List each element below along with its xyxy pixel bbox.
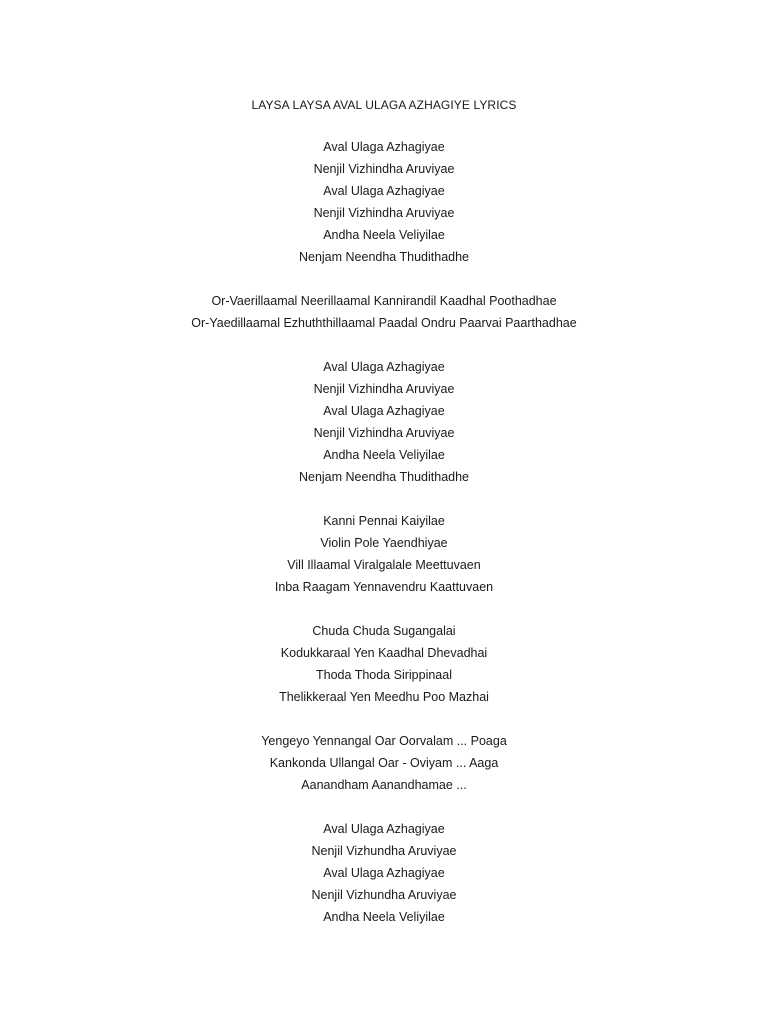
lyric-line: Nenjam Neendha Thudithadhe [298, 470, 470, 484]
lyric-line: Aanandham Aanandhamae ... [301, 778, 467, 792]
lyric-line: Aval Ulaga Azhagiyae [323, 404, 445, 418]
lyrics-stanza [0, 510, 768, 598]
lyric-line: Thoda Thoda Sirippinaal [316, 668, 452, 682]
lyric-line: Nenjil Vizhindha Aruviyae [313, 382, 455, 396]
lyric-line: Chuda Chuda Sugangalai [312, 624, 456, 638]
lyrics-stanza [0, 290, 768, 334]
lyric-line: Violin Pole Yaendhiyae [320, 536, 448, 550]
lyric-line: Aval Ulaga Azhagiyae [323, 140, 445, 154]
lyric-line: Or-Vaerillaamal Neerillaamal Kannirandil Kaadhal Poothadhae [211, 294, 557, 308]
lyric-line: Aval Ulaga Azhagiyae [323, 184, 445, 198]
lyric-line: Nenjil Vizhindha Aruviyae [313, 162, 455, 176]
lyric-line: Kankonda Ullangal Oar - Oviyam ... Aaga [269, 756, 499, 770]
lyric-line: Vill Illaamal Viralgalale Meettuvaen [287, 558, 481, 572]
lyric-line: Nenjam Neendha Thudithadhe [298, 250, 470, 264]
lyric-line: Aval Ulaga Azhagiyae [323, 360, 445, 374]
lyric-line: Nenjil Vizhundha Aruviyae [311, 844, 457, 858]
lyrics-stanza [0, 356, 768, 488]
lyric-line: Yengeyo Yennangal Oar Oorvalam ... Poaga [261, 734, 507, 748]
lyric-line: Inba Raagam Yennavendru Kaattuvaen [274, 580, 494, 594]
lyric-line: Nenjil Vizhindha Aruviyae [313, 206, 455, 220]
lyrics-stanza [0, 620, 768, 708]
lyric-line: Nenjil Vizhindha Aruviyae [313, 426, 455, 440]
lyric-line: Kanni Pennai Kaiyilae [323, 514, 445, 528]
lyric-line: Aval Ulaga Azhagiyae [323, 822, 445, 836]
lyric-line: Thelikkeraal Yen Meedhu Poo Mazhai [279, 690, 489, 704]
lyrics-body [0, 136, 768, 950]
lyric-line: Nenjil Vizhundha Aruviyae [311, 888, 457, 902]
lyric-line: Aval Ulaga Azhagiyae [323, 866, 445, 880]
lyrics-stanza [0, 818, 768, 928]
lyric-line: Andha Neela Veliyilae [323, 228, 445, 242]
lyrics-stanza [0, 136, 768, 268]
lyric-line: Andha Neela Veliyilae [323, 448, 445, 462]
page-title: LAYSA LAYSA AVAL ULAGA AZHAGIYE LYRICS [251, 98, 517, 112]
lyric-line: Andha Neela Veliyilae [323, 910, 445, 924]
lyric-line: Or-Yaedillaamal Ezhuththillaamal Paadal Ondru Paarvai Paarthadhae [191, 316, 577, 330]
lyric-line: Kodukkaraal Yen Kaadhal Dhevadhai [280, 646, 488, 660]
lyrics-stanza [0, 730, 768, 796]
